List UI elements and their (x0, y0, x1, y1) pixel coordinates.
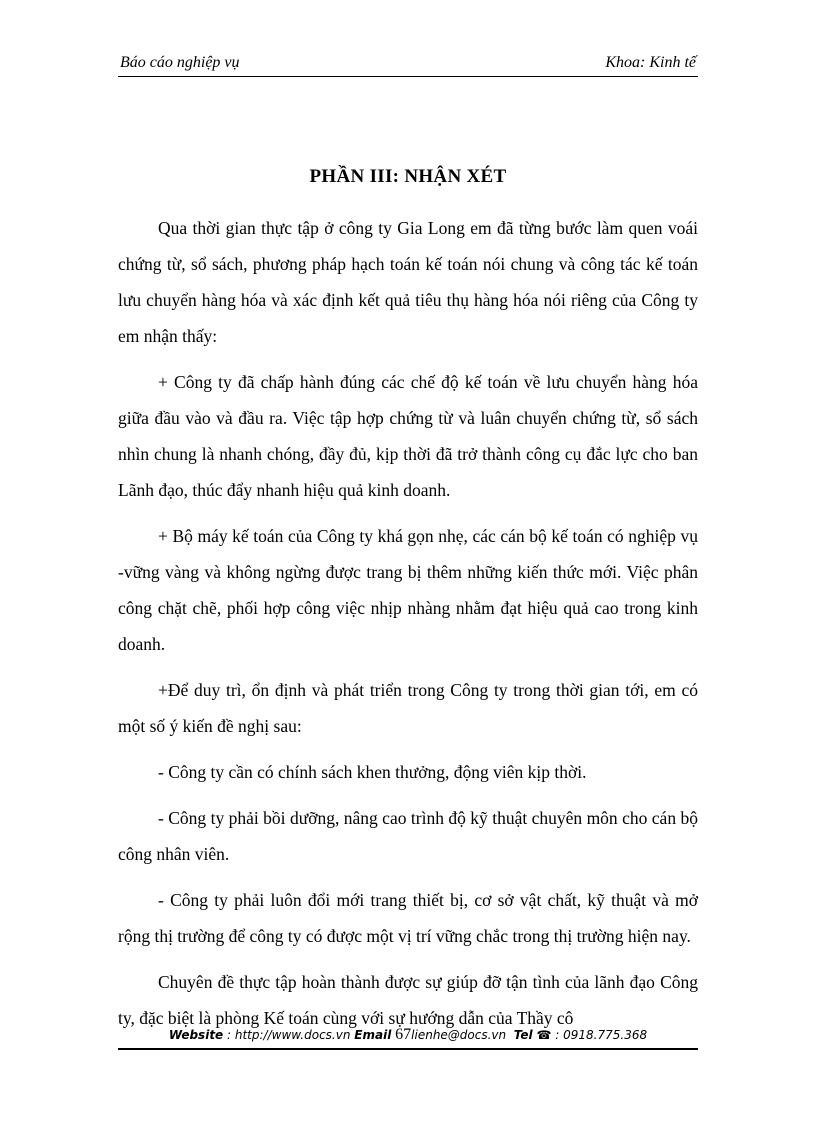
paragraph: + Bộ máy kế toán của Công ty khá gọn nhẹ, các cán bộ kế toán có nghiệp vụ -vững vàng và không ngừng được trang bị thêm những kiến thức mới. Việc phân công chặt chẽ, phối hợp công việc nhịp nhàng nhằm đạt hiệu quả cao trong kinh doanh. (118, 526, 698, 654)
footer-tel-label: Tel (513, 1028, 533, 1042)
paragraph: - Công ty phải bồi dưỡng, nâng cao trình độ kỹ thuật chuyên môn cho cán bộ công nhân viên. (118, 808, 698, 864)
paragraph: - Công ty cần có chính sách khen thưởng, động viên kịp thời. (158, 762, 587, 782)
paragraph: Qua thời gian thực tập ở công ty Gia Long em đã từng bước làm quen voái chứng từ, sổ sách, phương pháp hạch toán kế toán nói chung và công tác kế toán lưu chuyển hàng hóa và xác định kết quả tiêu thụ hàng hóa nói riêng của Công ty em nhận thấy: (118, 218, 698, 346)
header-left-text: Báo cáo nghiệp vụ (120, 54, 240, 71)
paragraph: - Công ty phải luôn đổi mới trang thiết bị, cơ sở vật chất, kỹ thuật và mở rộng thị trường để công ty có được một vị trí vững chắc trong thị trường hiện nay. (118, 890, 698, 946)
page-footer (118, 1024, 698, 1050)
footer-email-label: Email (354, 1028, 392, 1042)
page-header (118, 52, 698, 77)
paragraph: + Công ty đã chấp hành đúng các chế độ kế toán về lưu chuyển hàng hóa giữa đầu vào và đầu ra. Việc tập hợp chứng từ và luân chuyển chứng từ, sổ sách nhìn chung là nhanh chóng, đầy đủ, kịp thời đã trở thành công cụ đắc lực cho ban Lãnh đạo, thúc đẩy nhanh hiệu quả kinh doanh. (118, 372, 698, 500)
footer-website-label: Website (168, 1028, 224, 1042)
header-right-text: Khoa: Kinh tế (605, 54, 696, 71)
body-text (118, 210, 698, 1046)
paragraph: Chuyên đề thực tập hoàn thành được sự giúp đỡ tận tình của lãnh đạo Công ty, đặc biệt là phòng Kế toán cùng với sự hướng dẫn của Thầy cô (118, 972, 698, 1028)
paragraph: +Để duy trì, ổn định và phát triển trong Công ty trong thời gian tới, em có một số ý kiến đề nghị sau: (118, 680, 698, 736)
section-title: PHẦN III: NHẬN XÉT (309, 166, 507, 187)
footer-email-link[interactable]: lienhe@docs.vn (411, 1028, 507, 1042)
footer-website-link[interactable]: : http://www.docs.vn (227, 1028, 351, 1042)
phone-icon: ☎ (536, 1028, 552, 1042)
footer-tel-value: : 0918.775.368 (555, 1028, 648, 1042)
page-number: 67 (395, 1026, 412, 1043)
